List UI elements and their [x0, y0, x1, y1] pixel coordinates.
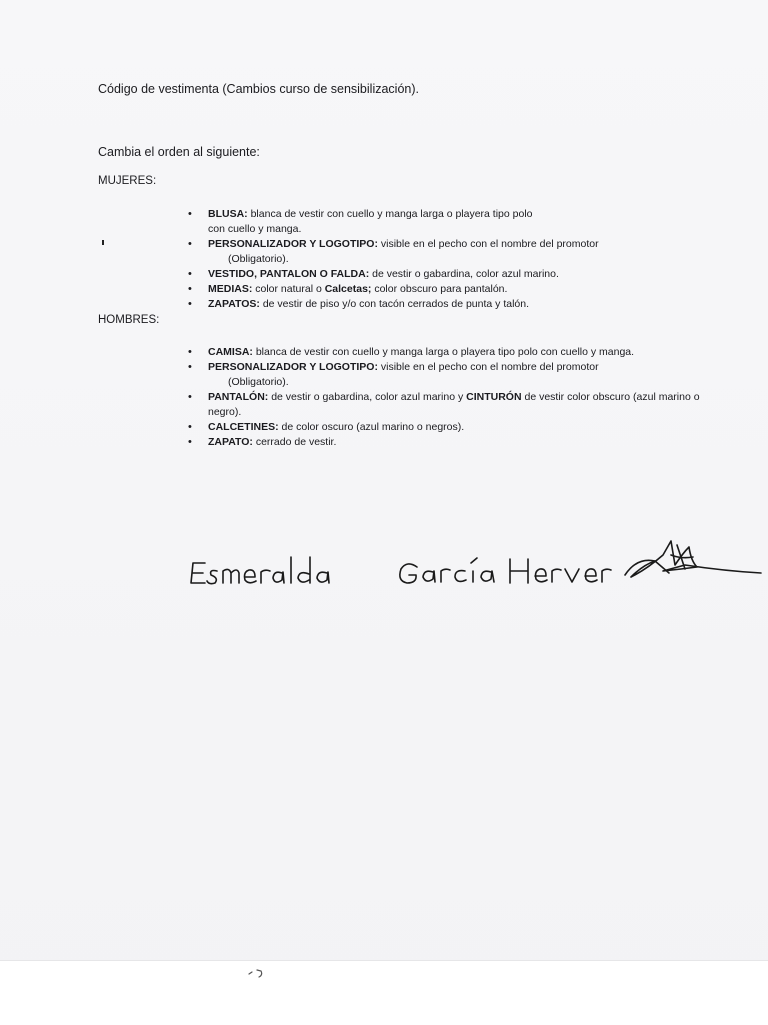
list-item — [188, 390, 728, 420]
item-text: blanca de vestir con cuello y manga larga o playera tipo polo con cuello y manga. — [252, 346, 635, 358]
item-label: PERSONALIZADOR Y LOGOTIPO: — [208, 238, 378, 250]
item-text: de vestir o gabardina, color azul marino. — [369, 268, 559, 280]
hombres-list — [188, 345, 728, 450]
item-text: visible en el pecho con el nombre del promotor — [377, 238, 599, 250]
list-item — [188, 237, 728, 267]
intro-text: Cambia el orden al siguiente: — [98, 145, 260, 159]
list-item — [188, 345, 728, 360]
stray-mark — [102, 240, 104, 245]
item-text-continued: (Obligatorio). — [228, 376, 289, 388]
list-item — [188, 420, 728, 435]
list-item — [188, 267, 728, 282]
item-text: de vestir de piso y/o con tacón cerrados de punta y talón. — [259, 298, 529, 310]
item-label-secondary: Calcetas; — [324, 283, 372, 295]
item-text: de color oscuro (azul marino o negros). — [278, 421, 465, 433]
item-label-secondary: CINTURÓN — [466, 391, 522, 403]
item-label: CALCETINES: — [208, 421, 279, 433]
item-text-continued: (Obligatorio). — [228, 253, 289, 265]
document-title: Código de vestimenta (Cambios curso de sensibilización). — [98, 82, 419, 96]
handwritten-signature — [185, 525, 765, 605]
item-text-continued: de vestir color obscuro (azul marino o negro). — [208, 391, 700, 418]
item-text: cerrado de vestir. — [252, 436, 337, 448]
list-item — [188, 282, 728, 297]
item-label: MEDIAS: — [208, 283, 253, 295]
item-label: ZAPATOS: — [208, 298, 260, 310]
item-text: visible en el pecho con el nombre del promotor — [377, 361, 599, 373]
item-text: de vestir o gabardina, color azul marino y — [268, 391, 467, 403]
mujeres-heading: MUJERES: — [98, 175, 157, 187]
item-label: BLUSA: — [208, 208, 248, 220]
list-item — [188, 207, 728, 237]
item-label: VESTIDO, PANTALON O FALDA: — [208, 268, 370, 280]
item-label: PANTALÓN: — [208, 391, 269, 403]
stray-mark — [245, 966, 271, 980]
item-label: CAMISA: — [208, 346, 253, 358]
item-text-continued: color obscuro para pantalón. — [371, 283, 508, 295]
item-text-continued: con cuello y manga. — [208, 223, 302, 235]
item-text: blanca de vestir con cuello y manga larga o playera tipo polo — [247, 208, 533, 220]
list-item — [188, 360, 728, 390]
item-text: color natural o — [252, 283, 325, 295]
item-label: PERSONALIZADOR Y LOGOTIPO: — [208, 361, 378, 373]
list-item — [188, 435, 728, 450]
list-item — [188, 297, 728, 312]
hombres-heading: HOMBRES: — [98, 314, 160, 326]
item-label: ZAPATO: — [208, 436, 253, 448]
scan-bottom-margin — [0, 960, 768, 1025]
mujeres-list — [188, 207, 728, 312]
